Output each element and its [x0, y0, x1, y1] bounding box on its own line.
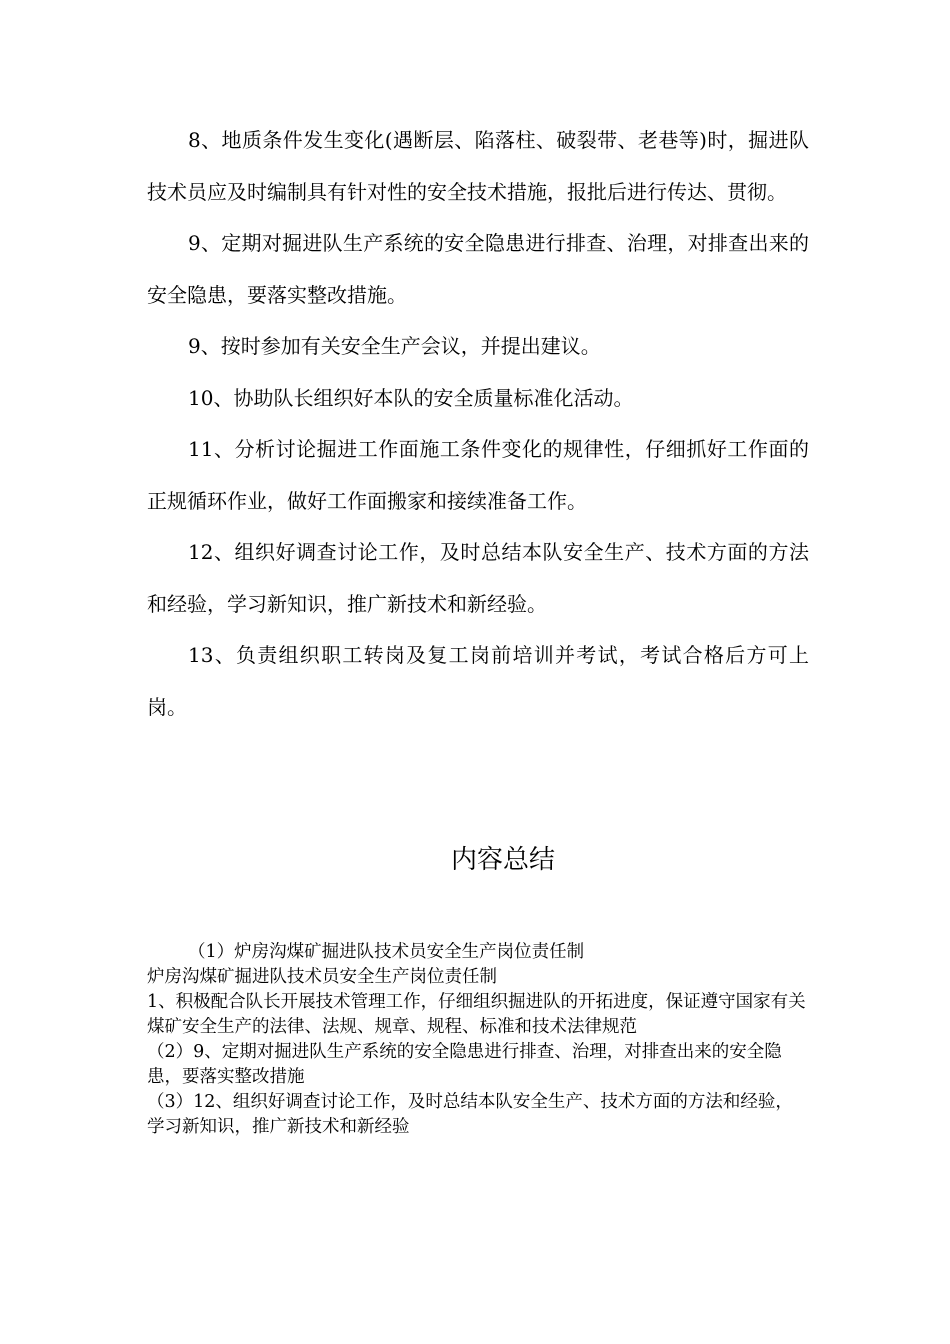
paragraph-13: 13、负责组织职工转岗及复工岗前培训并考试，考试合格后方可上岗。 [147, 643, 809, 719]
paragraph-12: 12、组织好调查讨论工作，及时总结本队安全生产、技术方面的方法和经验，学习新知识，推广新技术和新经验。 [147, 540, 809, 616]
summary-section [147, 940, 809, 1140]
paragraph-8: 8、地质条件发生变化(遇断层、陷落柱、破裂带、老巷等)时，掘进队技术员应及时编制具有针对性的安全技术措施，报批后进行传达、贯彻。 [147, 128, 809, 204]
summary-line-1: （1）炉房沟煤矿掘进队技术员安全生产岗位责任制 [188, 942, 585, 962]
summary-line-4: （2）9、定期对掘进队生产系统的安全隐患进行排查、治理，对排查出来的安全隐患，要落实整改措施 [147, 1042, 782, 1087]
summary-line-3: 1、积极配合队长开展技术管理工作，仔细组织掘进队的开拓进度，保证遵守国家有关煤矿安全生产的法律、法规、规章、规程、标准和技术法律规范 [147, 992, 806, 1037]
summary-line-5: （3）12、组织好调查讨论工作，及时总结本队安全生产、技术方面的方法和经验，学习新知识，推广新技术和新经验 [147, 1092, 793, 1137]
summary-line-2: 炉房沟煤矿掘进队技术员安全生产岗位责任制 [147, 967, 497, 987]
paragraph-9b: 9、按时参加有关安全生产会议，并提出建议。 [188, 334, 601, 358]
paragraph-11: 11、分析讨论掘进工作面施工条件变化的规律性，仔细抓好工作面的正规循环作业，做好工作面搬家和接续准备工作。 [147, 437, 809, 513]
body-text [147, 115, 809, 733]
paragraph-10: 10、协助队长组织好本队的安全质量标准化活动。 [188, 385, 634, 410]
summary-title: 内容总结 [450, 845, 555, 875]
paragraph-9a: 9、定期对掘进队生产系统的安全隐患进行排查、治理，对排查出来的安全隐患，要落实整改措施。 [147, 231, 809, 307]
